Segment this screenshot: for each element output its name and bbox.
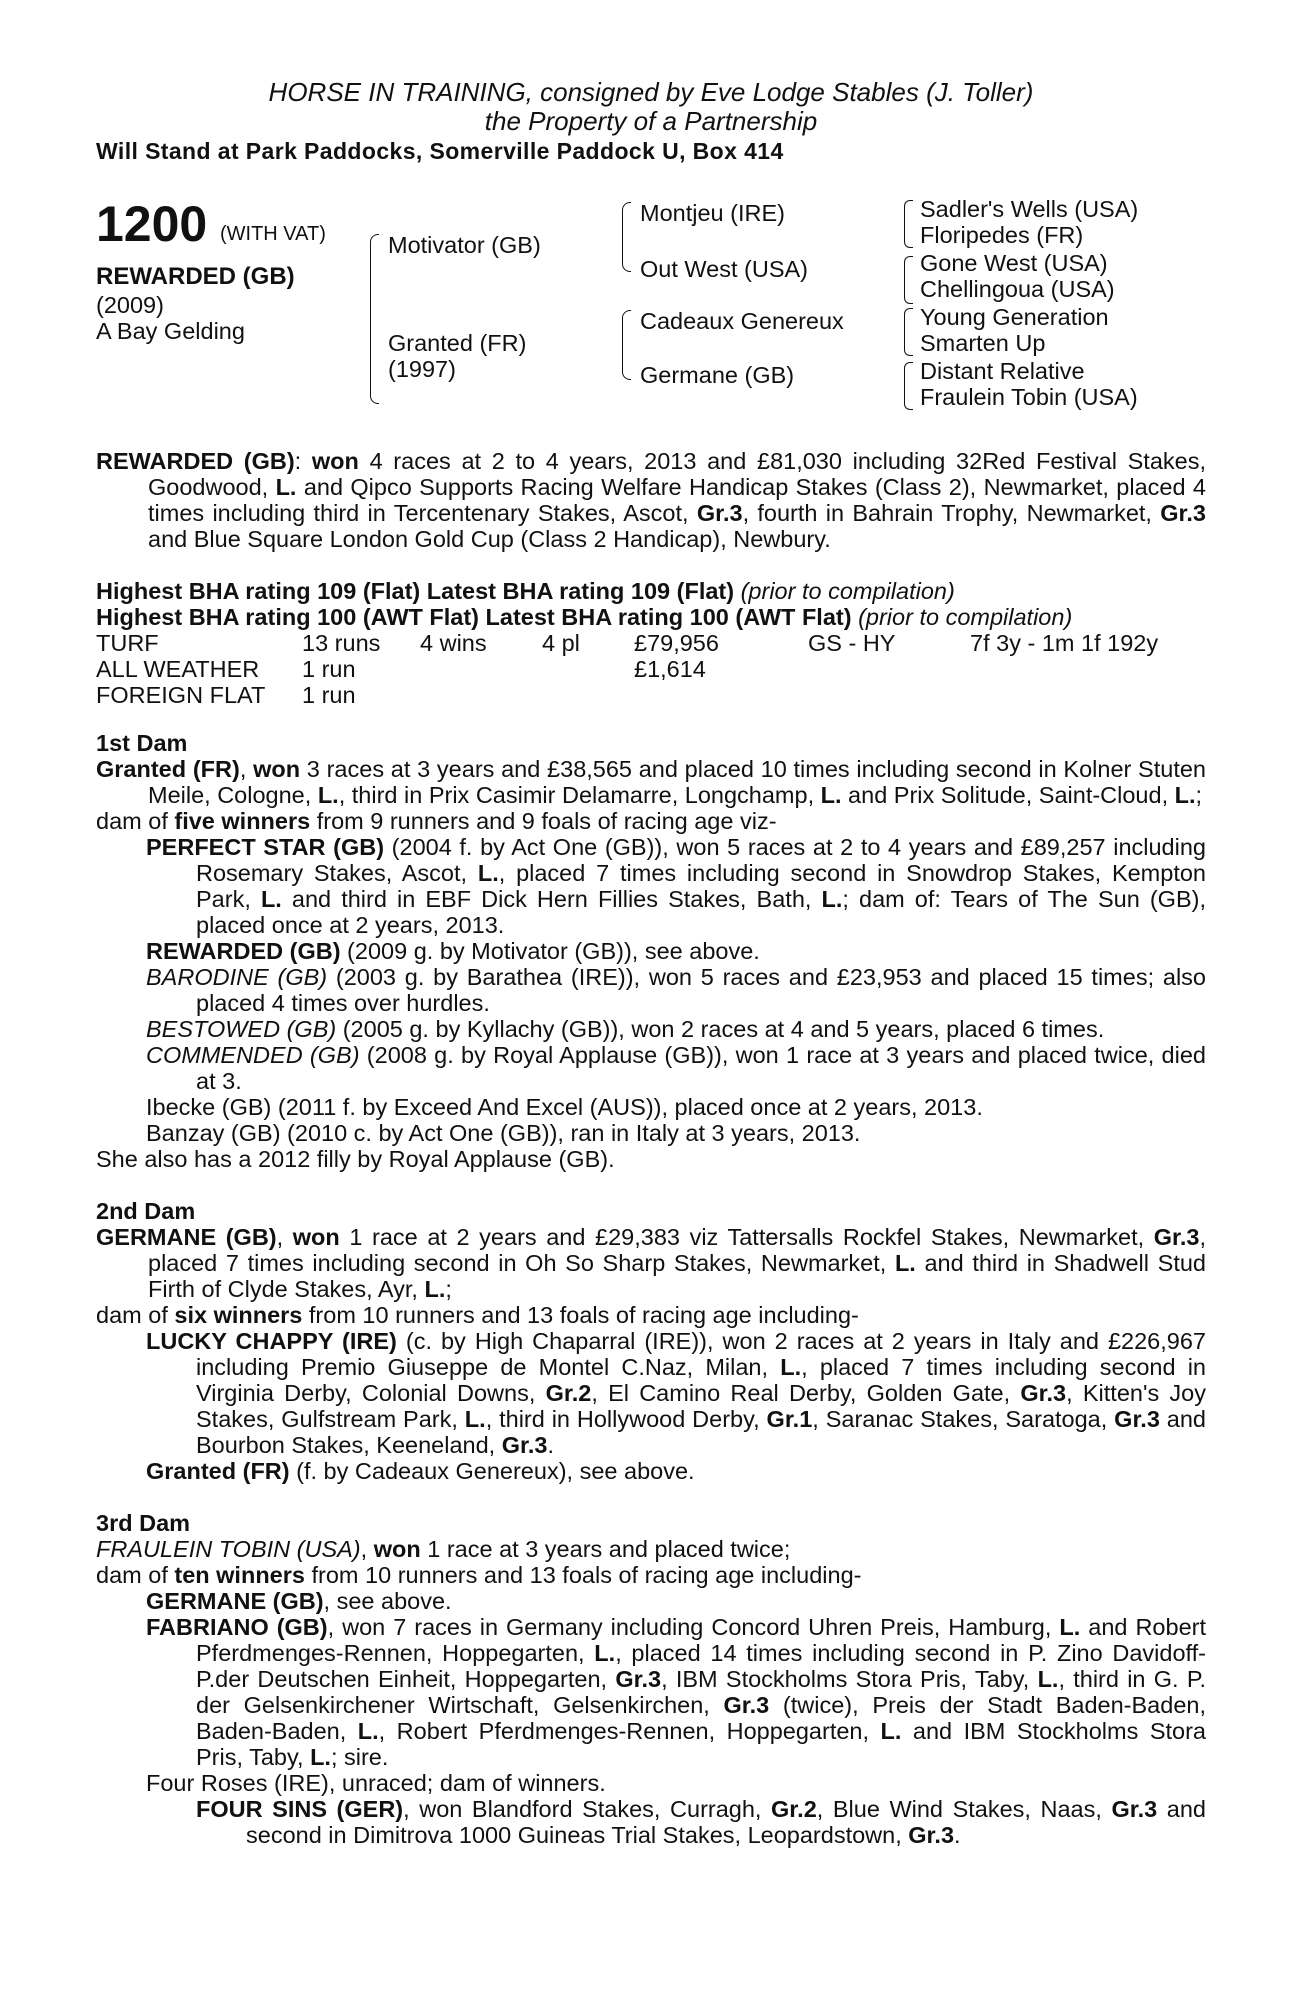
produce-entry: REWARDED (GB) (2009 g. by Motivator (GB)), see above. (146, 938, 760, 964)
produce-entry: Ibecke (GB) (2011 f. by Exceed And Excel (AUS)), placed once at 2 years, 2013. (146, 1094, 983, 1120)
pedigree-block (96, 196, 1206, 436)
produce-entry: GERMANE (GB), see above. (146, 1588, 452, 1614)
ratings-block (96, 578, 1206, 708)
produce-entry: BESTOWED (GB) (2005 g. by Kyllachy (GB)), won 2 races at 4 and 5 years, placed 6 times. (146, 1016, 1105, 1042)
stats-row: ALL WEATHER 1 run £1,614 (96, 656, 706, 682)
produce-entry: FOUR SINS (GER), won Blandford Stakes, Curragh, Gr.2, Blue Wind Stakes, Naas, Gr.3 and second in Dimitrova 1000 Guineas Trial Stakes, Leopardstown, Gr.3. (196, 1796, 1206, 1848)
third-dam-produce-summary: dam of ten winners from 10 runners and 13 foals of racing age including- (96, 1562, 862, 1588)
first-dam-also: She also has a 2012 filly by Royal Applause (GB). (96, 1146, 615, 1172)
produce-entry: PERFECT STAR (GB) (2004 f. by Act One (GB)), won 5 races at 2 to 4 years and £89,257 including Rosemary Stakes, Ascot, L., placed 7 times including second in Snowdrop Stakes, Kempton Park, L. and third in EBF Dick Hern Fillies Stakes, Bath, L.; dam of: Tears of The Sun (GB), placed once at 2 years, 2013. (146, 834, 1206, 938)
produce-entry: FABRIANO (GB), won 7 races in Germany including Concord Uhren Preis, Hamburg, L. and Robert Pferdmenges-Rennen, Hoppegarten, L., placed 14 times including second in P. Zino Davidoff-P.der Deutschen Einheit, Hoppegarten, Gr.3, IBM Stockholms Stora Pris, Taby, L., third in G. P. der Gelsenkirchener Wirtschaft, Gelsenkirchen, Gr.3 (twice), Preis der Stadt Baden-Baden, Baden-Baden, L., Robert Pferdmenges-Rennen, Hoppegarten, L. and IBM Stockholms Stora Pris, Taby, L.; sire. (146, 1614, 1207, 1770)
ggp-8: Fraulein Tobin (USA) (920, 384, 1138, 410)
ggp-brace-1 (904, 200, 913, 248)
produce-entry: Four Roses (IRE), unraced; dam of winners. (146, 1770, 606, 1796)
third-dam-section (96, 1510, 1206, 1848)
dam-brace (622, 310, 631, 380)
consignor-line: HORSE IN TRAINING, consigned by Eve Lodge Stables (J. Toller) (268, 77, 1034, 107)
record-horse-name: REWARDED (GB) (96, 448, 295, 474)
ggp-1: Sadler's Wells (USA) (920, 196, 1139, 222)
lot-number: 1200 (96, 196, 208, 252)
second-dam-produce-summary: dam of six winners from 10 runners and 13 foals of racing age including- (96, 1302, 859, 1328)
ggp-brace-3 (904, 308, 913, 356)
dam-dam: Germane (GB) (640, 362, 795, 388)
produce-entry: Granted (FR) (f. by Cadeaux Genereux), see above. (146, 1458, 695, 1484)
horse-name: REWARDED (GB) (96, 263, 295, 290)
stats-row: FOREIGN FLAT 1 run (96, 682, 356, 708)
dam: Granted (FR) (388, 330, 527, 356)
ggp-7: Distant Relative (920, 358, 1085, 384)
dam-sire: Cadeaux Genereux (640, 308, 844, 334)
ggp-6: Smarten Up (920, 330, 1046, 356)
stats-row: TURF 13 runs 4 wins 4 pl £79,956 GS - HY 7f 3y - 1m 1f 192y (96, 630, 1159, 656)
second-dam-record: GERMANE (GB), won 1 race at 2 years and £29,383 viz Tattersalls Rockfel Stakes, Newmarket, Gr.3, placed 7 times including second in Oh So Sharp Stakes, Newmarket, L. and third in Shadwell Stud Firth of Clyde Stakes, Ayr, L.; (96, 1224, 1207, 1302)
first-dam-section (96, 730, 1206, 1172)
horse-description: A Bay Gelding (96, 318, 245, 344)
sire-sire: Montjeu (IRE) (640, 200, 785, 226)
race-record: REWARDED (GB): won 4 races at 2 to 4 years, 2013 and £81,030 including 32Red Festival Stakes, Goodwood, L. and Qipco Supports Racing Welfare Handicap Stakes (Class 2), Newmarket, placed 4 times including third in Tercentenary Stakes, Ascot, Gr.3, fourth in Bahrain Trophy, Newmarket, Gr.3 and Blue Square London Gold Cup (Class 2 Handicap), Newbury. (96, 448, 1206, 552)
stand-location: Will Stand at Park Paddocks, Somerville Paddock U, Box 414 (96, 138, 784, 164)
second-dam-section (96, 1198, 1206, 1484)
sire-dam-brace (370, 234, 379, 404)
ggp-2: Floripedes (FR) (920, 222, 1084, 248)
sire: Motivator (GB) (388, 232, 541, 258)
second-dam-heading: 2nd Dam (96, 1198, 196, 1224)
ggp-brace-4 (904, 362, 913, 410)
dam-year: (1997) (388, 356, 456, 382)
ggp-3: Gone West (USA) (920, 250, 1108, 276)
sire-dam: Out West (USA) (640, 256, 809, 282)
third-dam-record: FRAULEIN TOBIN (USA), won 1 race at 3 years and placed twice; (96, 1536, 791, 1562)
horse-year: (2009) (96, 292, 164, 318)
first-dam-produce-summary: dam of five winners from 9 runners and 9 foals of racing age viz- (96, 808, 777, 834)
catalogue-page (96, 78, 1206, 1848)
rating-flat: Highest BHA rating 109 (Flat) Latest BHA rating 109 (Flat) (prior to compilation) (96, 578, 955, 604)
rating-awt: Highest BHA rating 100 (AWT Flat) Latest BHA rating 100 (AWT Flat) (prior to compilation) (96, 604, 1073, 630)
first-dam-record: Granted (FR), won 3 races at 3 years and £38,565 and placed 10 times including second in Kolner Stuten Meile, Cologne, L., third in Prix Casimir Delamarre, Longchamp, L. and Prix Solitude, Saint-Cloud, L.; (96, 756, 1207, 808)
record-won: won (311, 448, 359, 474)
ggp-4: Chellingoua (USA) (920, 276, 1115, 302)
produce-entry: COMMENDED (GB) (2008 g. by Royal Applause (GB)), won 1 race at 3 years and placed twice, died at 3. (146, 1042, 1206, 1094)
produce-entry: LUCKY CHAPPY (IRE) (c. by High Chaparral (IRE)), won 2 races at 2 years in Italy and £226,967 including Premio Giuseppe de Montel C.Naz, Milan, L., placed 7 times including second in Virginia Derby, Colonial Downs, Gr.2, El Camino Real Derby, Golden Gate, Gr.3, Kitten's Joy Stakes, Gulfstream Park, L., third in Hollywood Derby, Gr.1, Saranac Stakes, Saratoga, Gr.3 and Bourbon Stakes, Keeneland, Gr.3. (146, 1328, 1207, 1458)
third-dam-heading: 3rd Dam (96, 1510, 191, 1536)
ownership-line: the Property of a Partnership (484, 106, 818, 136)
produce-entry: Banzay (GB) (2010 c. by Act One (GB)), ran in Italy at 3 years, 2013. (146, 1120, 861, 1146)
first-dam-heading: 1st Dam (96, 730, 188, 756)
vat-note: (WITH VAT) (220, 223, 326, 245)
produce-entry: BARODINE (GB) (2003 g. by Barathea (IRE)), won 5 races and £23,953 and placed 15 times; also placed 4 times over hurdles. (146, 964, 1206, 1016)
ggp-5: Young Generation (920, 304, 1109, 330)
stats-table (96, 630, 1158, 708)
ggp-brace-2 (904, 256, 913, 304)
sire-brace (622, 202, 631, 272)
